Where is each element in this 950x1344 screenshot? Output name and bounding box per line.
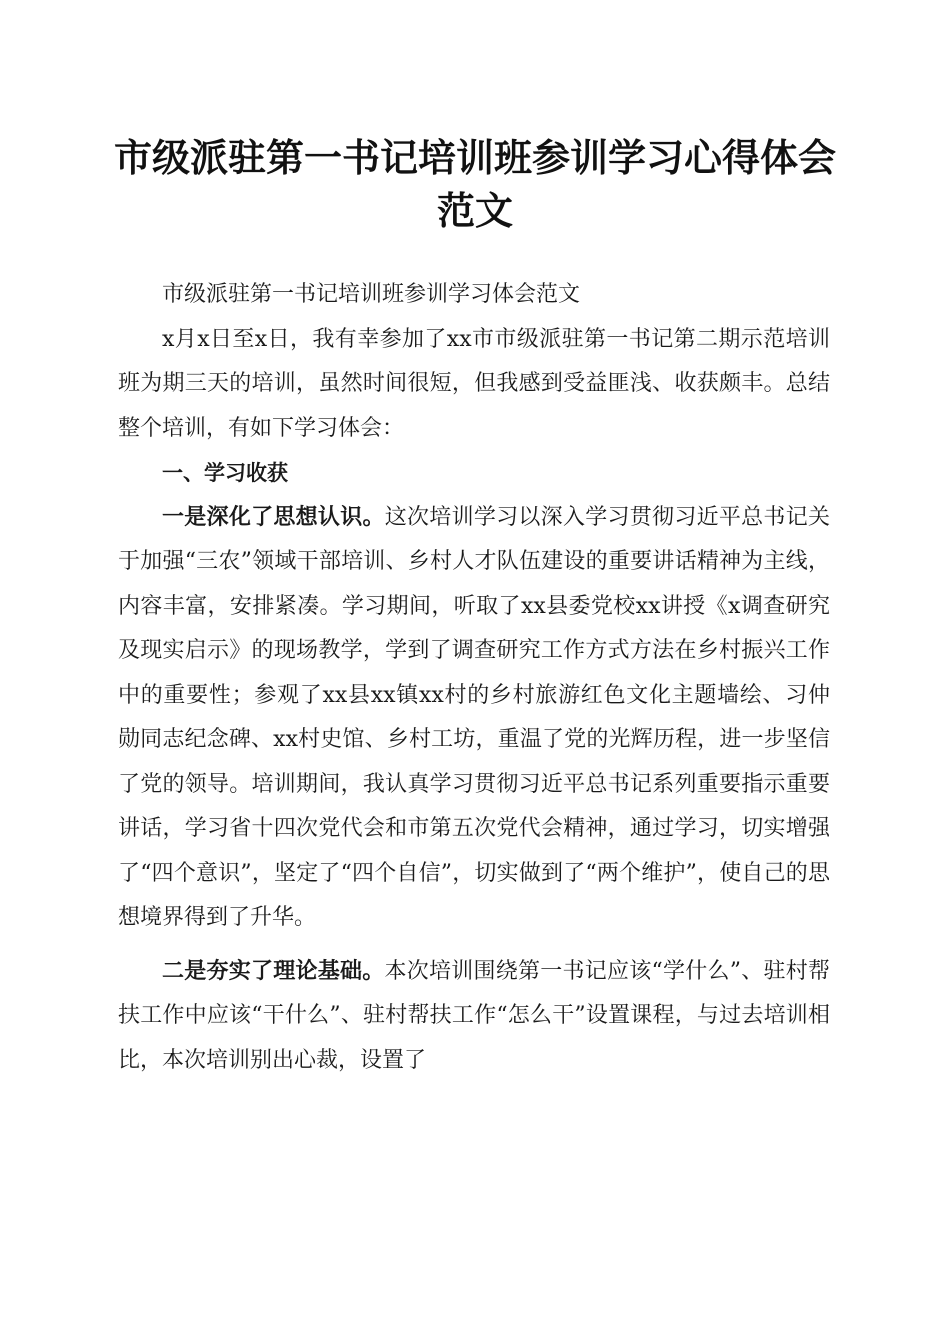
document-body — [118, 273, 830, 1083]
paragraph-2-text: 本次培训围绕第一书记应该“学什么”、驻村帮扶工作中应该“干什么”、驻村帮扶工作“怎么干”设置课程，与过去培训相比，本次培训别出心裁，设置了 — [118, 958, 830, 1073]
intro-paragraph: x月x日至x日，我有幸参加了xx市市级派驻第一书记第二期示范培训班为期三天的培训，虽然时间很短，但我感到受益匪浅、收获颇丰。总结整个培训，有如下学习体会： — [118, 326, 830, 441]
document-title: 市级派驻第一书记培训班参训学习心得体会范文 — [113, 136, 836, 233]
document-subtitle: 市级派驻第一书记培训班参训学习体会范文 — [162, 282, 581, 307]
paragraph-2 — [118, 950, 830, 1084]
paragraph-1-text: 这次培训学习以深入学习贯彻习近平总书记关于加强“三农”领域干部培训、乡村人才队伍建设的重要讲话精神为主线，内容丰富，安排紧凑。学习期间，听取了xx县委党校xx讲授《x调查研究及现实启示》的现场教学，学到了调查研究工作方式方法在乡村振兴工作中的重要性；参观了xx县xx镇xx村的乡村旅游红色文化主题墙绘、习仲勋同志纪念碑、xx村史馆、乡村工坊，重温了党的光辉历程，进一步坚信了党的领导。培训期间，我认真学习贯彻习近平总书记系列重要指示重要讲话，学习省十四次党代会和市第五次党代会精神，通过学习，切实增强了“四个意识”，坚定了“四个自信”，切实做到了“两个维护”，使自己的思想境界得到了升华。 — [118, 504, 830, 930]
paragraph-1 — [118, 496, 830, 941]
section-heading: 一、学习收获 — [162, 461, 288, 485]
paragraph-2-lead: 二是夯实了理论基础。 — [162, 958, 385, 984]
paragraph-1-lead: 一是深化了思想认识。 — [162, 504, 385, 530]
